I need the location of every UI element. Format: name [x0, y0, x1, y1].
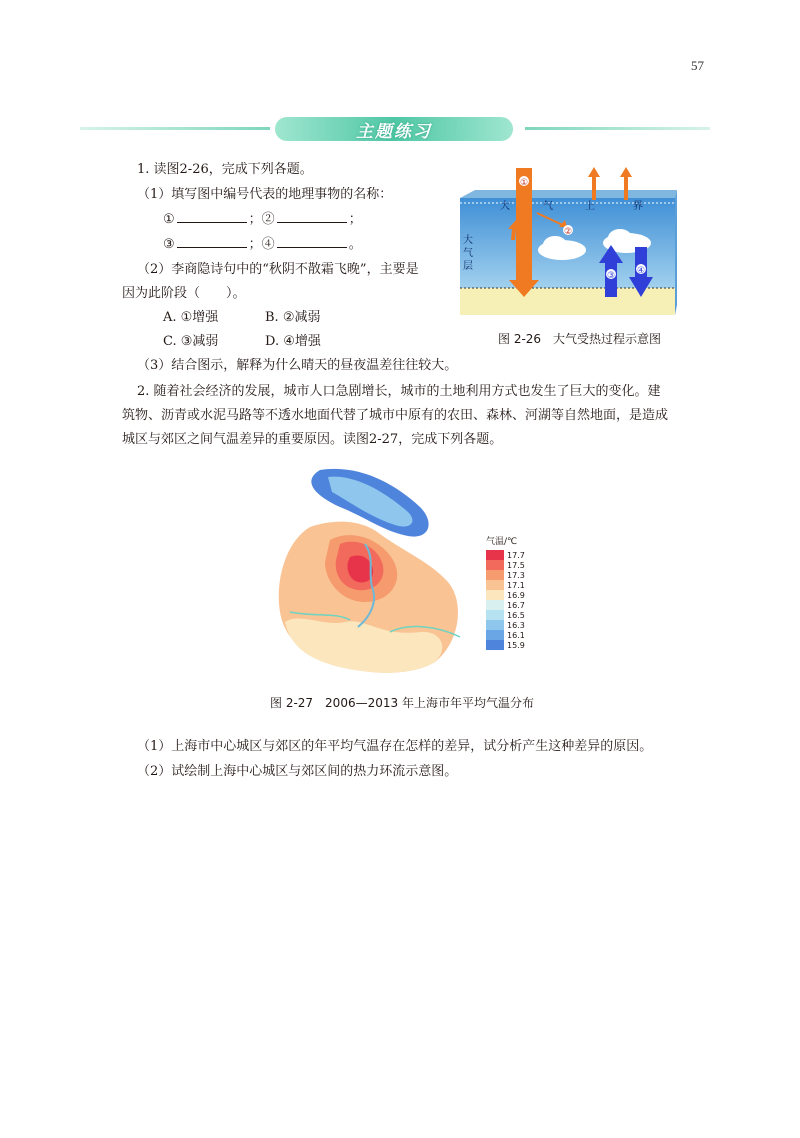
option-b: B. ②减弱 [265, 310, 321, 325]
answer-blank-4[interactable] [277, 235, 347, 248]
figure-2-26-caption: 图 2-26 大气受热过程示意图 [498, 332, 662, 346]
legend-swatch [486, 630, 504, 640]
top-label-4: 界 [633, 201, 643, 212]
figure-2-26 [455, 165, 685, 330]
legend-rows [486, 550, 525, 650]
legend-item [486, 550, 525, 560]
cloud-2-puff [608, 229, 632, 247]
legend-item [486, 570, 525, 580]
legend-item [486, 640, 525, 650]
legend-label: 16.5 [507, 610, 525, 620]
legend-item [486, 620, 525, 630]
answer-blank-2[interactable] [277, 210, 347, 223]
semicolon-1: ； [248, 212, 262, 227]
legend-swatch [486, 580, 504, 590]
legend-swatch [486, 560, 504, 570]
legend-item [486, 560, 525, 570]
top-label-2: 气 [543, 201, 553, 212]
cloud-1-puff [543, 236, 567, 254]
legend-label: 17.5 [507, 560, 525, 570]
answer-blank-3[interactable] [177, 235, 247, 248]
banner-line-left [80, 127, 270, 130]
top-label-1: 大 [500, 201, 510, 212]
section-title: 主题练习 [356, 121, 432, 142]
side-label-3: 层 [463, 261, 473, 272]
blank-label-2: ② [261, 212, 275, 227]
legend-item [486, 580, 525, 590]
marker-4: ④ [636, 266, 646, 276]
q2-line1: 2. 随着社会经济的发展，城市人口急剧增长，城市的土地利用方式也发生了巨大的变化。建 [137, 384, 661, 399]
legend-swatch [486, 600, 504, 610]
page-number: 57 [691, 58, 704, 73]
semicolon-3: ； [248, 237, 262, 252]
q2-sub1: （1）上海市中心城区与郊区的年平均气温存在怎样的差异，试分析产生这种差异的原因。 [137, 739, 653, 754]
box-side-face [675, 190, 677, 315]
q2-sub2: （2）试绘制上海中心城区与郊区间的热力环流示意图。 [137, 764, 458, 779]
q2-line2: 筑物、沥青或水泥马路等不透水地面代替了城市中原有的农田、森林、河湖等自然地面，是造成 [122, 408, 669, 423]
legend-swatch [486, 620, 504, 630]
section-banner [80, 117, 710, 141]
legend-label: 16.7 [507, 600, 525, 610]
marker-3: ③ [606, 271, 616, 281]
figure-2-27-caption: 图 2-27 2006—2013 年上海市年平均气温分布 [270, 696, 534, 710]
legend-item [486, 610, 525, 620]
legend-title: 气温/℃ [486, 537, 518, 547]
box-top-face [460, 190, 677, 198]
q1-stem: 1. 读图2-26，完成下列各题。 [137, 162, 313, 177]
top-label-3: 上 [585, 201, 595, 212]
legend-label: 17.3 [507, 570, 525, 580]
side-label-1: 大 [463, 235, 473, 246]
option-c: C. ③减弱 [163, 334, 219, 349]
q1-blank-row-2 [163, 235, 362, 255]
legend-swatch [486, 590, 504, 600]
marker-2: ② [563, 227, 573, 237]
option-d: D. ④增强 [265, 334, 321, 349]
q1-sub2-line1: （2）李商隐诗句中的“秋阴不散霜飞晚”，主要是 [137, 262, 419, 277]
semicolon-2: ； [348, 212, 362, 227]
legend-label: 16.1 [507, 630, 525, 640]
legend-item [486, 590, 525, 600]
legend-swatch [486, 640, 504, 650]
legend-item [486, 600, 525, 610]
banner-line-right [525, 127, 710, 130]
banner-pill [275, 117, 513, 141]
blank-label-3: ③ [163, 237, 175, 252]
q1-sub3: （3）结合图示，解释为什么晴天的昼夜温差往往较大。 [137, 358, 458, 373]
legend-label: 16.3 [507, 620, 525, 630]
legend-label: 16.9 [507, 590, 525, 600]
q2-line3: 城区与郊区之间气温差异的重要原因。读图2-27，完成下列各题。 [122, 432, 503, 447]
period-4: 。 [348, 237, 362, 252]
legend-label: 17.1 [507, 580, 525, 590]
legend-label: 17.7 [507, 550, 525, 560]
legend-swatch [486, 610, 504, 620]
q1-sub2-line2: 因为此阶段（ ）。 [122, 286, 246, 301]
answer-blank-1[interactable] [177, 210, 247, 223]
legend-label: 15.9 [507, 640, 525, 650]
option-a: A. ①增强 [163, 310, 219, 325]
q1-sub1: （1）填写图中编号代表的地理事物的名称： [137, 187, 393, 202]
blank-label-1: ① [163, 212, 175, 227]
side-label-2: 气 [463, 248, 473, 259]
temperature-legend [486, 534, 525, 650]
marker-1: ① [519, 178, 529, 188]
legend-swatch [486, 570, 504, 580]
legend-item [486, 630, 525, 640]
legend-swatch [486, 550, 504, 560]
q1-blank-row-1 [163, 210, 362, 230]
blank-label-4: ④ [261, 237, 275, 252]
